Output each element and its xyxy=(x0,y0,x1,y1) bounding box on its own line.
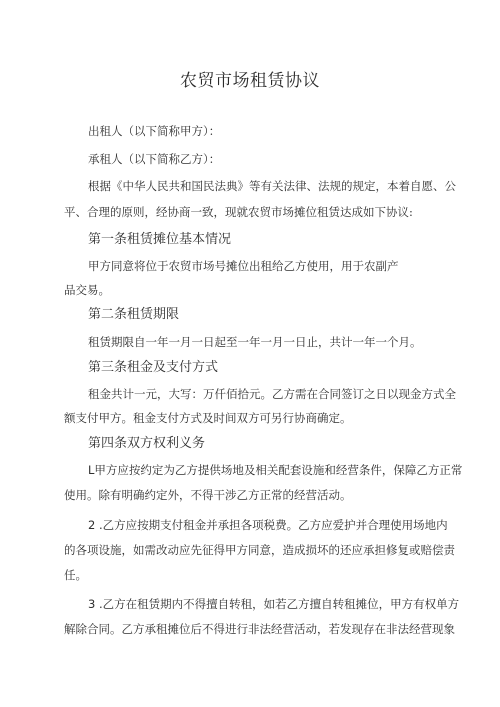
paragraph-line: 的各项设施，如需改动应先征得甲方同意，造成损坏的还应承担修复或赔偿责 xyxy=(64,543,455,557)
paragraph-line: 平、合理的原则，经协商一致，现就农贸市场摊位租赁达成如下协议: xyxy=(64,205,413,219)
clause-line: 2 .乙方应按期支付租金并承担各项税费。乙方应爱护并合理使用场地内 xyxy=(88,518,448,532)
clause-line: L甲方应按约定为乙方提供场地及相关配套设施和经营条件，保障乙方正常 xyxy=(88,463,463,477)
section-heading: 第一条租赁摊位基本情况 xyxy=(88,232,232,247)
section-heading: 第三条租金及支付方式 xyxy=(88,360,219,375)
clause-line: 3 .乙方在租赁期内不得擅自转租，如若乙方擅自转租摊位，甲方有权单方 xyxy=(88,597,460,611)
party-lessee-line: 承租人（以下简称乙方）： xyxy=(88,152,221,166)
paragraph-line: 租金共计一元，大写：万仟佰拾元。乙方需在合同签订之日以现金方式全 xyxy=(88,387,456,401)
paragraph-line: 甲方同意将位于农贸市场号摊位出租给乙方使用，用于农副产 xyxy=(88,259,399,273)
page-title: 农贸市场租赁协议 xyxy=(180,71,320,91)
paragraph-line: 品交易。 xyxy=(64,283,110,297)
paragraph-line: 额支付甲方。租金支付方式及时间双方可另行协商确定。 xyxy=(64,411,352,425)
paragraph-line: 使用。除有明确约定外，不得干涉乙方正常的经营活动。 xyxy=(64,488,352,502)
paragraph-line: 任。 xyxy=(64,568,87,582)
section-heading: 第四条双方权利义务 xyxy=(88,436,206,451)
paragraph-line: 租赁期限自一年一月一日起至一年一月一日止，共计一年一个月。 xyxy=(88,335,422,349)
paragraph-line: 解除合同。乙方承租摊位后不得进行非法经营活动，若发现存在非法经营现象 xyxy=(64,622,455,636)
section-heading: 第二条租赁期限 xyxy=(88,307,180,322)
party-lessor-line: 出租人（以下简称甲方）： xyxy=(88,124,221,138)
paragraph-line: 根据《中华人民共和国民法典》等有关法律、法规的规定，本着自愿、公 xyxy=(88,179,456,193)
